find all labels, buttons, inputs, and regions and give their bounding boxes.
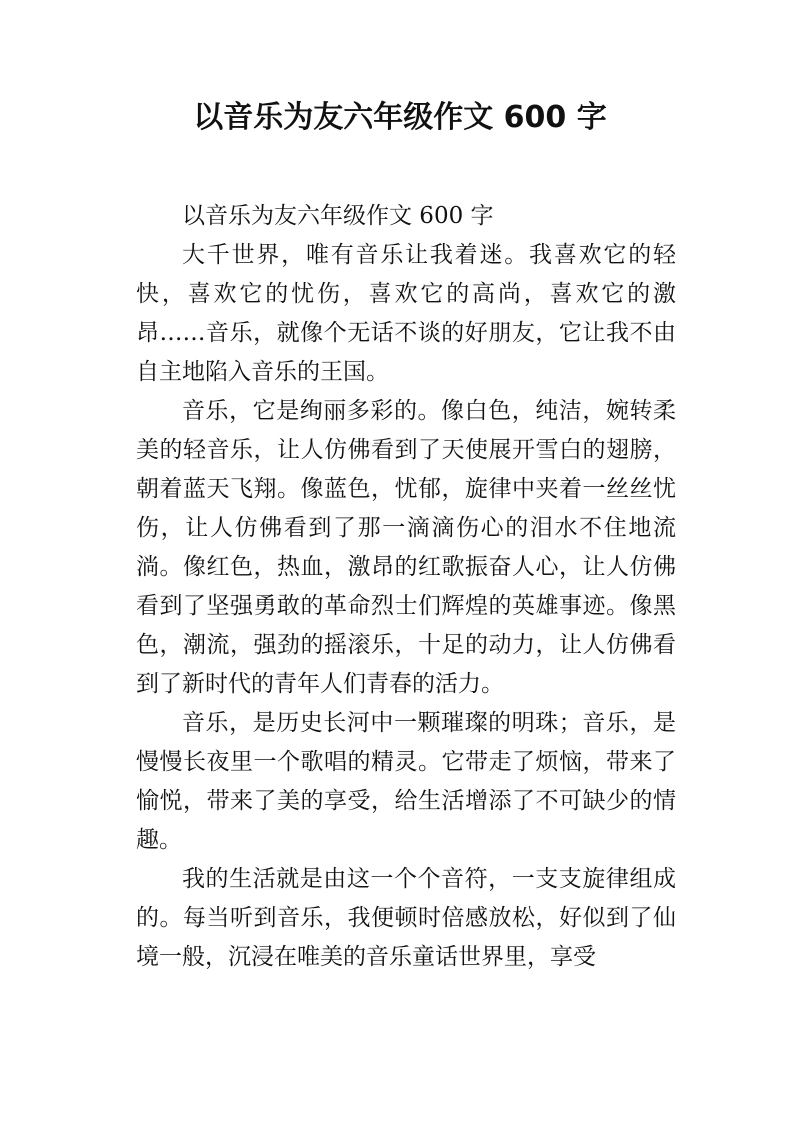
page-title: 以音乐为友六年级作文 600 字 <box>193 100 607 135</box>
body-paragraph-subtitle: 以音乐为友六年级作文 600 字 <box>182 203 494 229</box>
body-paragraph: 我的生活就是由这一个个音符，一支支旋律组成的。每当听到音乐，我便顿时倍感放松，好似到了仙境一般，沉浸在唯美的音乐童话世界里，享受 <box>136 866 676 970</box>
body-paragraph: 音乐，是历史长河中一颗璀璨的明珠；音乐，是慢慢长夜里一个歌唱的精灵。它带走了烦恼，带来了愉悦，带来了美的享受，给生活增添了不可缺少的情趣。 <box>136 710 676 853</box>
body-paragraph: 音乐，它是绚丽多彩的。像白色，纯洁，婉转柔美的轻音乐，让人仿佛看到了天使展开雪白的翅膀，朝着蓝天飞翔。像蓝色，忧郁，旋律中夹着一丝丝忧伤，让人仿佛看到了那一滴滴伤心的泪水不住地流淌。像红色，热血，激昂的红歌振奋人心，让人仿佛看到了坚强勇敢的革命烈士们辉煌的英雄事迹。像黑色，潮流，强劲的摇滚乐，十足的动力，让人仿佛看到了新时代的青年人们青春的活力。 <box>136 398 676 697</box>
article-body <box>136 197 676 977</box>
body-paragraph: 大千世界，唯有音乐让我着迷。我喜欢它的轻快，喜欢它的忧伤，喜欢它的高尚，喜欢它的激昂……音乐，就像个无话不谈的好朋友，它让我不由自主地陷入音乐的王国。 <box>136 242 676 385</box>
